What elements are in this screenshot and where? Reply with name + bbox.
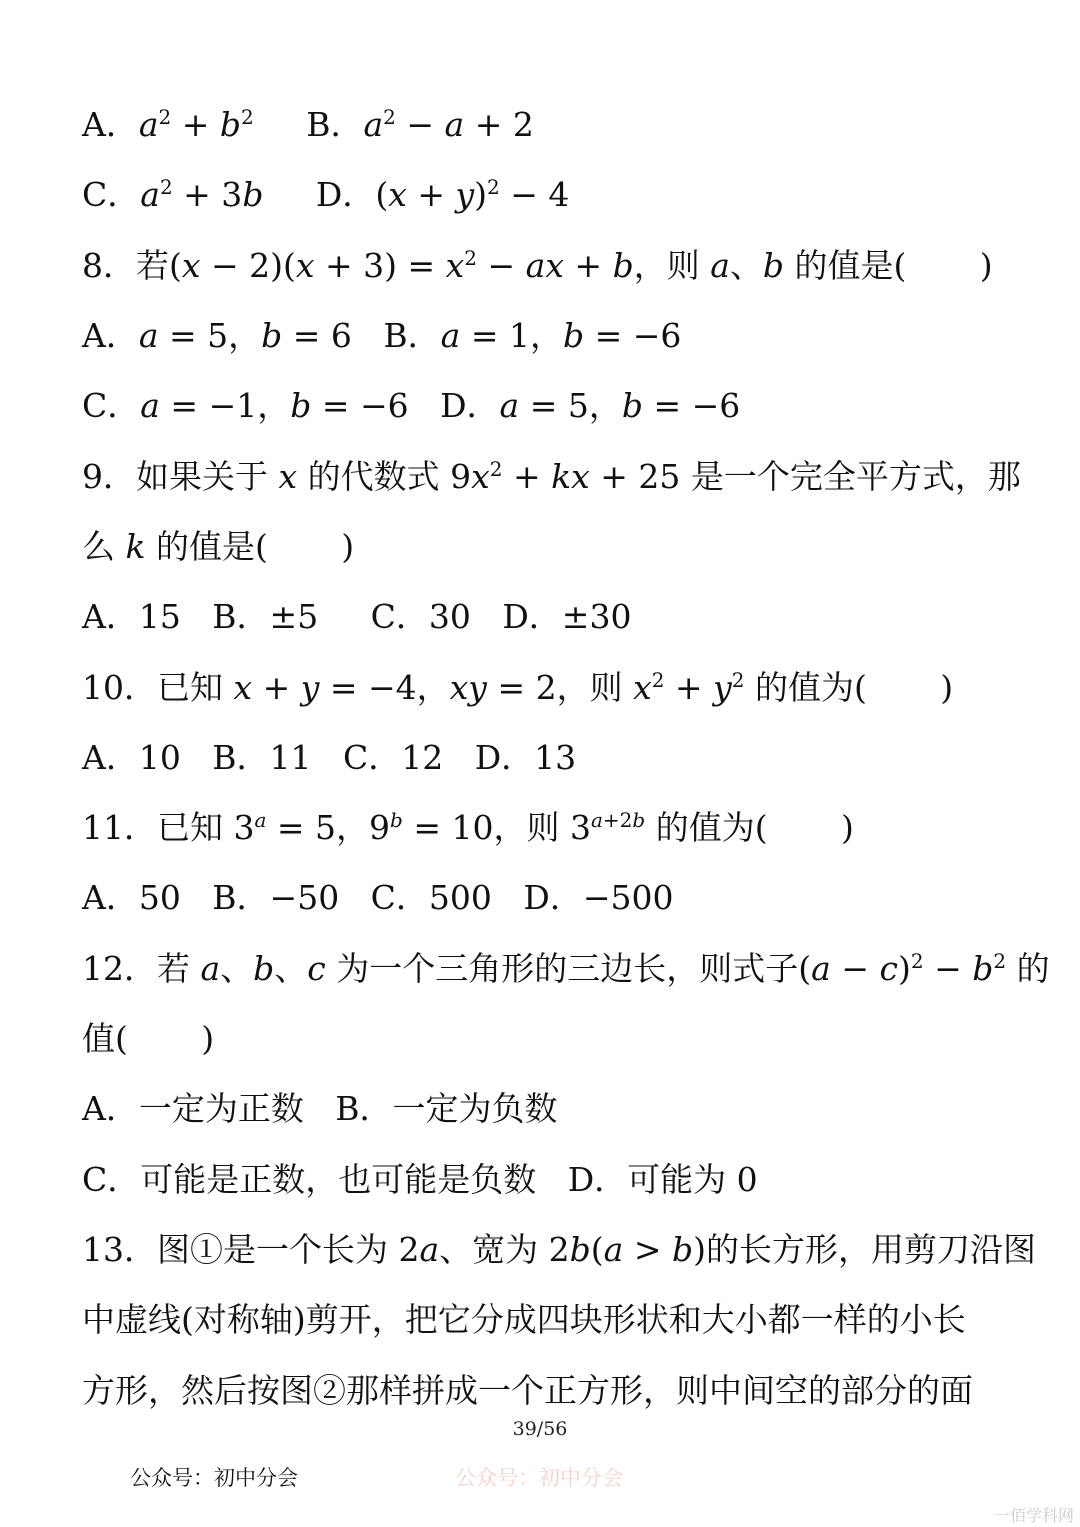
question-13-line-3: 方形，然后按图②那样拼成一个正方形，则中间空的部分的面 xyxy=(82,1371,973,1410)
question-10: 10．已知 x + y = −4，xy = 2，则 $x^2 + y^2$ 的值为( ) xyxy=(82,668,954,707)
option-line-q7-ab: A．$a^2 + b^2$ B．$a^2 - a + 2$ xyxy=(82,105,534,144)
option-line-q12-ab: A．一定为正数 B．一定为负数 xyxy=(82,1089,558,1128)
option-line-q12-cd: C．可能是正数，也可能是负数 D．可能为 0 xyxy=(82,1160,758,1199)
question-13-line-1: 13．图①是一个长为 2a、宽为 2b(a > b)的长方形，用剪刀沿图 xyxy=(82,1230,1036,1269)
question-11: 11．已知 $3^a = 5$，$9^b = 10$，则 $3^{a+2b}$ 的值为( ) xyxy=(82,808,854,847)
option-line-q9: A．15 B．±5 C．30 D．±30 xyxy=(82,597,632,636)
corner-watermark: 一佰学科网 xyxy=(993,1506,1074,1525)
option-line-q8-ab: A．a = 5，b = 6 B．a = 1，b = −6 xyxy=(82,316,682,355)
footer-account-label: 公众号：初中分会 xyxy=(130,1466,298,1490)
option-line-q8-cd: C．a = −1，b = −6 D．a = 5，b = −6 xyxy=(82,386,741,425)
question-9-line-2: 么 k 的值是( ) xyxy=(82,527,355,566)
question-12-line-1: 12．若 a、b、c 为一个三角形的三边长，则式子$(a - c)^2 - b^2$ 的 xyxy=(82,949,1050,988)
option-line-q7-cd: C．$a^2 + 3b$ D．$(x + y)^2 - 4$ xyxy=(82,175,570,214)
question-12-line-2: 值( ) xyxy=(82,1019,215,1058)
option-line-q11: A．50 B．−50 C．500 D．−500 xyxy=(82,878,674,917)
option-line-q10: A．10 B．11 C．12 D．13 xyxy=(82,738,577,777)
question-8: 8．若$(x - 2)(x + 3) = x^2$ − ax + b，则 a、b 的值是( ) xyxy=(82,246,993,285)
question-9-line-1: 9．如果关于 x 的代数式 $9x^2$ + kx + 25 是一个完全平方式，那 xyxy=(82,457,1021,496)
page-number: 39/56 xyxy=(512,1418,568,1440)
question-13-line-2: 中虚线(对称轴)剪开，把它分成四块形状和大小都一样的小长 xyxy=(82,1300,966,1339)
footer-watermark: 公众号：初中分会 xyxy=(455,1466,623,1490)
